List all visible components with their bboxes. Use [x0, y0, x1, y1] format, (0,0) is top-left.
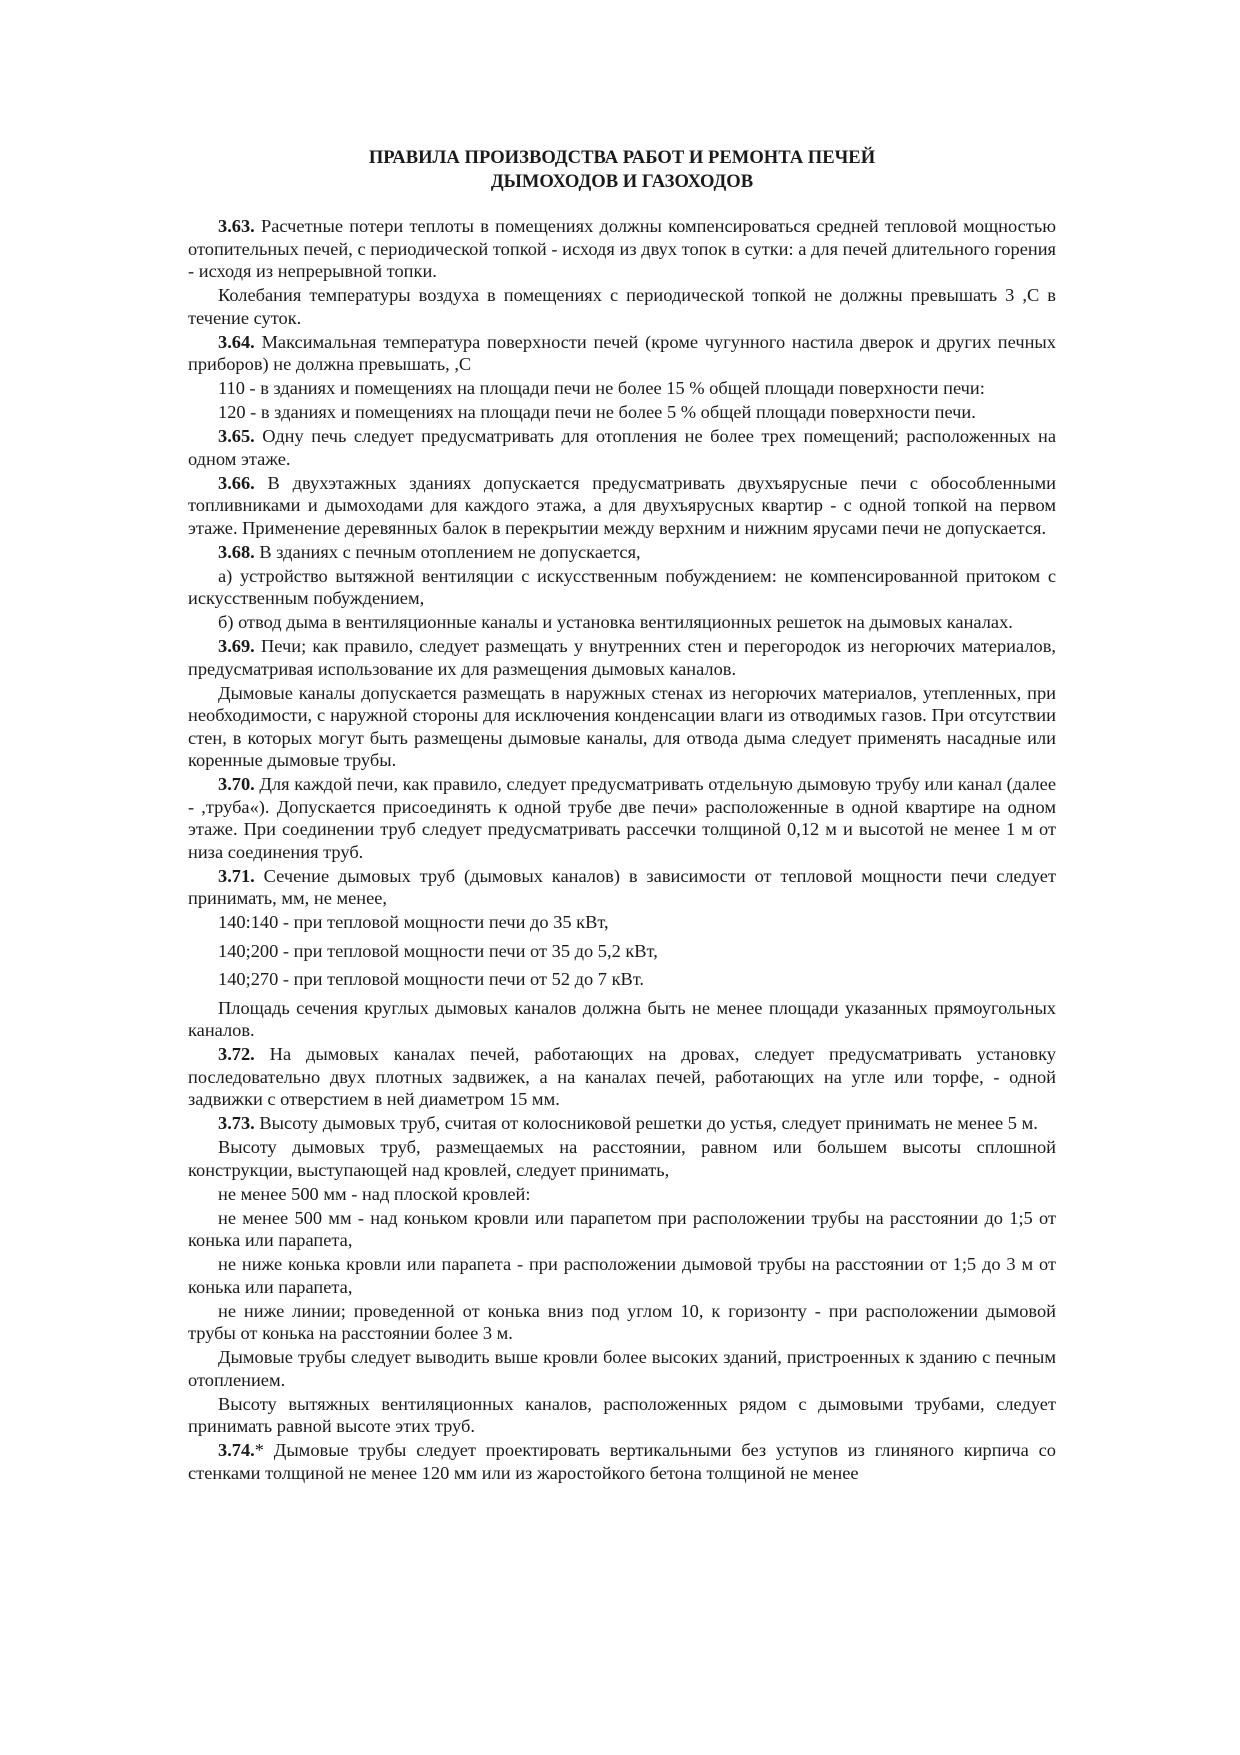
paragraph: [188, 565, 1056, 610]
paragraph: [188, 1346, 1056, 1391]
paragraph-text: Площадь сечения круглых дымовых каналов должна быть не менее площади указанных прямоугольных каналов.: [188, 997, 1056, 1040]
section-number: 3.68.: [218, 541, 255, 562]
paragraph: [188, 401, 1056, 424]
paragraph-text: Сечение дымовых труб (дымовых каналов) в зависимости от тепловой мощности печи следует принимать, мм, не менее,: [188, 865, 1056, 908]
paragraph-text: Дымовые каналы допускается размещать в наружных стенах из негорючих материалов, утепленных, при необходимости, с наружной стороны для исключения конденсации влаги из отводимых газов. При отсутствии стен, в которых могут быть размещены дымовые каналы, для отвода дыма следует применять насадные или коренные дымовые трубы.: [188, 682, 1056, 770]
section-number: 3.74.: [218, 1440, 255, 1460]
paragraph: [188, 1183, 1056, 1206]
paragraph: [188, 911, 1056, 934]
section-paragraph: [188, 331, 1056, 376]
paragraph: [188, 1300, 1056, 1345]
section-paragraph: [188, 773, 1056, 863]
paragraph: [188, 1207, 1056, 1252]
paragraph-text: Одну печь следует предусматривать для отопления не более трех помещений; расположенных на одном этаже.: [188, 426, 1056, 469]
section-number: 3.70.: [218, 774, 255, 794]
paragraph: [188, 997, 1056, 1042]
paragraph: [188, 682, 1056, 772]
section-paragraph: [188, 425, 1056, 470]
paragraph-text: 140:140 - при тепловой мощности печи до 35 кВт,: [218, 912, 609, 932]
section-paragraph: [188, 1439, 1056, 1484]
paragraph-text: не менее 500 мм - над плоской кровлей:: [218, 1183, 531, 1204]
paragraph: [188, 968, 1056, 991]
paragraph-text: Максимальная температура поверхности печей (кроме чугунного настила дверок и других печных приборов) не должна превышать, ,С: [188, 331, 1056, 374]
paragraph-text: Для каждой печи, как правило, следует предусматривать отдельную дымовую трубу или канал (далее - ,труба«). Допускается присоединять к одной трубе две печи» расположенные в одной квартире на одном этаже. При соединении труб следует предусматривать рассечки толщиной 0,12 м и высотой не менее 1 м от низа соединения труб.: [188, 774, 1056, 862]
section-paragraph: [188, 865, 1056, 910]
paragraph-text: 140;270 - при тепловой мощности печи от 52 до 7 кВт.: [218, 969, 645, 989]
paragraph: [188, 940, 1056, 963]
paragraph-text: а) устройство вытяжной вентиляции с искусственным побуждением: не компенсированной притоком с искусственным побуждением,: [188, 565, 1056, 608]
section-number: 3.73.: [218, 1113, 255, 1133]
paragraph: [188, 1136, 1056, 1181]
paragraph-text: Расчетные потери теплоты в помещениях должны компенсироваться средней тепловой мощностью отопительных печей, с периодической топкой - исходя из двух топок в сутки: а для печей длительного горения - исходя из непрерывной топки.: [188, 216, 1056, 281]
section-paragraph: [188, 1043, 1056, 1111]
paragraph-text: 140;200 - при тепловой мощности печи от 35 до 5,2 кВт,: [218, 940, 658, 961]
paragraph-text: Высоту дымовых труб, размещаемых на расстоянии, равном или большем высоты сплошной конструкции, выступающей над кровлей, следует принимать,: [188, 1137, 1056, 1180]
section-number: 3.66.: [218, 472, 255, 493]
paragraph-text: б) отвод дыма в вентиляционные каналы и установка вентиляционных решеток на дымовых каналах.: [218, 612, 1013, 632]
paragraph-text: 110 - в зданиях и помещениях на площади печи не более 15 % общей площади поверхности печи:: [218, 378, 985, 398]
section-paragraph: [188, 215, 1056, 283]
paragraph-text: В зданиях с печным отоплением не допускается,: [254, 541, 641, 562]
paragraph: [188, 284, 1056, 329]
section-paragraph: [188, 1112, 1056, 1135]
section-number: 3.64.: [218, 331, 255, 352]
paragraph: [188, 1253, 1056, 1298]
paragraph-text: не ниже конька кровли или парапета - при расположении дымовой трубы на расстоянии от 1;5 до 3 м от конька или парапета,: [188, 1254, 1056, 1297]
paragraph: [188, 611, 1056, 634]
paragraph: [188, 377, 1056, 400]
paragraph-text: Высоту дымовых труб, считая от колосниковой решетки до устья, следует принимать не менее 5 м.: [254, 1113, 1038, 1133]
document-body: [188, 215, 1056, 1484]
paragraph-text: Дымовые трубы следует выводить выше кровли более высоких зданий, пристроенных к зданию с печным отоплением.: [188, 1347, 1056, 1390]
section-number: 3.72.: [218, 1044, 255, 1064]
section-number: 3.63.: [218, 216, 255, 236]
section-number: 3.71.: [218, 865, 255, 886]
paragraph: [188, 1393, 1056, 1438]
paragraph-text: Высоту вытяжных вентиляционных каналов, расположенных рядом с дымовыми трубами, следует принимать равной высоте этих труб.: [188, 1393, 1056, 1436]
section-paragraph: [188, 635, 1056, 680]
document-title: [188, 146, 1056, 194]
section-paragraph: [188, 541, 1056, 564]
title-line-2: ДЫМОХОДОВ И ГАЗОХОДОВ: [490, 171, 754, 192]
paragraph-text: В двухэтажных зданиях допускается предусматривать двухъярусные печи с обособленными топливниками и дымоходами для каждого этажа, а для двухъярусных квартир - с одной топкой на первом этаже. Применение деревянных балок в перекрытии между верхним и нижним ярусами печи не допускается.: [188, 472, 1056, 538]
paragraph-text: Колебания температуры воздуха в помещениях с периодической топкой не должны превышать 3 ,С в течение суток.: [188, 285, 1056, 328]
paragraph-text: На дымовых каналах печей, работающих на дровах, следует предусматривать установку последовательно двух плотных задвижек, а на каналах печей, работающих на угле или торфе, - одной задвижки с отверстием в ней диаметром 15 мм.: [188, 1044, 1056, 1109]
title-line-1: ПРАВИЛА ПРОИЗВОДСТВА РАБОТ И РЕМОНТА ПЕЧЕЙ: [368, 147, 876, 168]
section-number: 3.65.: [218, 426, 255, 446]
section-paragraph: [188, 472, 1056, 540]
paragraph-text: Печи; как правило, следует размещать у внутренних стен и перегородок из негорючих материалов, предусматривая использование их для размещения дымовых каналов.: [188, 636, 1056, 679]
paragraph-text: не ниже линии; проведенной от конька вниз под углом 10, к горизонту - при расположении дымовой трубы от конька на расстоянии более 3 м.: [188, 1300, 1056, 1343]
section-number: 3.69.: [218, 636, 255, 656]
paragraph-text: не менее 500 мм - над коньком кровли или парапетом при расположении трубы на расстоянии до 1;5 от конька или парапета,: [188, 1207, 1056, 1250]
paragraph-text: 120 - в зданиях и помещениях на площади печи не более 5 % общей площади поверхности печи.: [218, 402, 976, 422]
paragraph-text: * Дымовые трубы следует проектировать вертикальными без уступов из глиняного кирпича со стенками толщиной не менее 120 мм или из жаростойкого бетона толщиной не менее: [188, 1440, 1056, 1483]
